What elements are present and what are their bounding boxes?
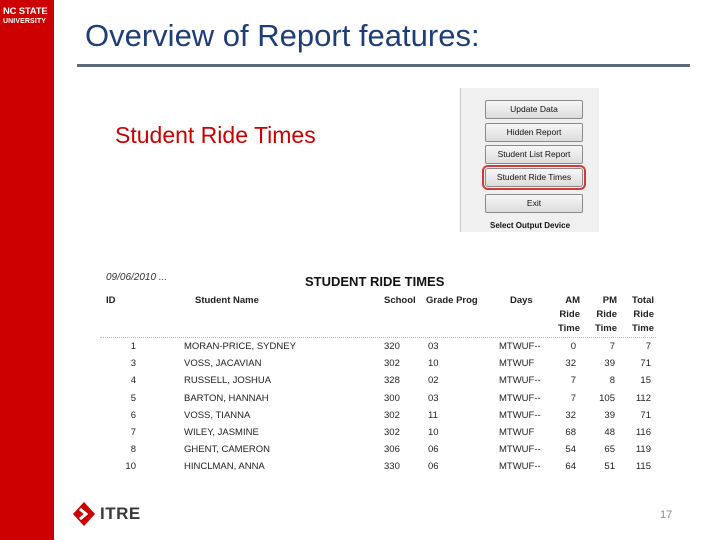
slide-subtitle: Student Ride Times [115,122,316,148]
row-pm-time: 7 [609,341,615,352]
header-pm-line: Ride [596,309,617,320]
row-student-name: RUSSELL, JOSHUA [184,375,272,387]
itre-logo-text: ITRE [100,504,141,523]
row-days: MTWUF [499,427,535,438]
slide-title: Overview of Report features: [85,18,480,53]
row-days: MTWUF-- [499,341,541,352]
header-am-line: AM [565,295,580,306]
row-school: 302 [384,358,400,370]
report-date: 09/06/2010 ... [106,272,168,283]
header-am-ride-time [548,294,580,336]
row-pm-time: 65 [604,444,615,456]
row-days: MTWUF-- [499,375,541,387]
row-grade: 02 [428,375,439,387]
header-school: School [384,295,416,306]
row-days: MTWUF [499,358,535,370]
side-brand-bar [0,0,54,540]
row-am-time: 32 [565,358,576,370]
row-id: 10 [125,461,136,473]
title-divider [77,64,690,67]
row-pm-time: 48 [604,427,615,438]
row-grade: 06 [428,461,439,473]
student-list-report-button[interactable]: Student List Report [485,145,583,164]
row-school: 328 [384,375,400,387]
update-data-button[interactable]: Update Data [485,100,583,119]
row-school: 320 [384,341,400,352]
header-pm-line: PM [602,295,617,306]
row-days: MTWUF-- [499,461,541,473]
header-am-line: Time [557,323,580,334]
row-pm-time: 51 [604,461,615,473]
row-grade: 03 [428,341,439,352]
header-pm-ride-time [585,294,617,336]
row-student-name: GHENT, CAMERON [184,444,271,456]
row-total-time: 7 [645,341,651,352]
row-school: 302 [384,427,400,438]
row-am-time: 0 [570,341,576,352]
row-days: MTWUF-- [499,409,541,421]
header-am-line: Ride [559,309,580,320]
report-title: STUDENT RIDE TIMES [305,274,445,289]
row-id: 1 [130,341,136,352]
report-menu-panel [460,88,599,232]
row-school: 300 [384,392,400,404]
row-total-time: 119 [635,444,651,456]
student-ride-times-button[interactable]: Student Ride Times [485,168,583,187]
row-id: 7 [130,427,136,438]
row-total-time: 71 [640,358,651,370]
row-grade: 10 [428,427,439,438]
row-id: 4 [130,375,136,387]
row-total-time: 116 [635,427,651,438]
row-am-time: 64 [565,461,576,473]
header-pm-line: Time [594,323,617,334]
row-student-name: VOSS, JACAVIAN [184,358,262,370]
row-total-time: 115 [635,461,651,473]
row-am-time: 32 [565,409,576,421]
logo-line-2: UNIVERSITY [3,17,47,25]
select-output-device-label: Select Output Device [490,221,571,230]
header-total-ride-time [620,294,654,336]
header-separator [100,337,656,338]
row-pm-time: 39 [604,409,615,421]
row-id: 6 [130,409,136,421]
header-total-line: Ride [633,309,654,320]
row-grade: 11 [428,409,438,421]
row-total-time: 71 [640,409,651,421]
row-total-time: 15 [640,375,651,387]
row-school: 302 [384,409,400,421]
row-student-name: HINCLMAN, ANNA [184,461,265,473]
ncstate-logo [3,7,48,25]
row-school: 306 [384,444,400,456]
row-days: MTWUF-- [499,392,541,404]
header-id: ID [106,295,116,306]
row-grade: 10 [428,358,439,370]
row-total-time: 112 [635,392,651,404]
row-id: 5 [130,392,136,404]
row-am-time: 54 [565,444,576,456]
row-id: 3 [130,358,136,370]
row-student-name: MORAN-PRICE, SYDNEY [184,341,296,352]
row-am-time: 68 [565,427,576,438]
row-student-name: WILEY, JASMINE [184,427,259,438]
row-student-name: BARTON, HANNAH [184,392,269,404]
itre-arrow-icon [72,501,96,527]
row-pm-time: 105 [599,392,615,404]
header-total-line: Time [631,323,654,334]
row-am-time: 7 [570,375,576,387]
header-total-line: Total [632,295,654,306]
row-days: MTWUF-- [499,444,541,456]
exit-button[interactable]: Exit [485,194,583,213]
row-pm-time: 39 [604,358,615,370]
row-id: 8 [130,444,136,456]
header-student-name: Student Name [195,295,259,306]
row-school: 330 [384,461,400,473]
itre-logo [72,501,141,527]
page-number: 17 [660,509,673,521]
row-grade: 03 [428,392,439,404]
row-am-time: 7 [570,392,576,404]
row-grade: 06 [428,444,439,456]
header-grade-prog: Grade Prog [426,295,478,306]
hidden-report-button[interactable]: Hidden Report [485,123,583,142]
row-student-name: VOSS, TIANNA [184,409,251,421]
header-days: Days [510,295,533,306]
row-pm-time: 8 [609,375,615,387]
logo-line-1: NC STATE [3,6,48,17]
